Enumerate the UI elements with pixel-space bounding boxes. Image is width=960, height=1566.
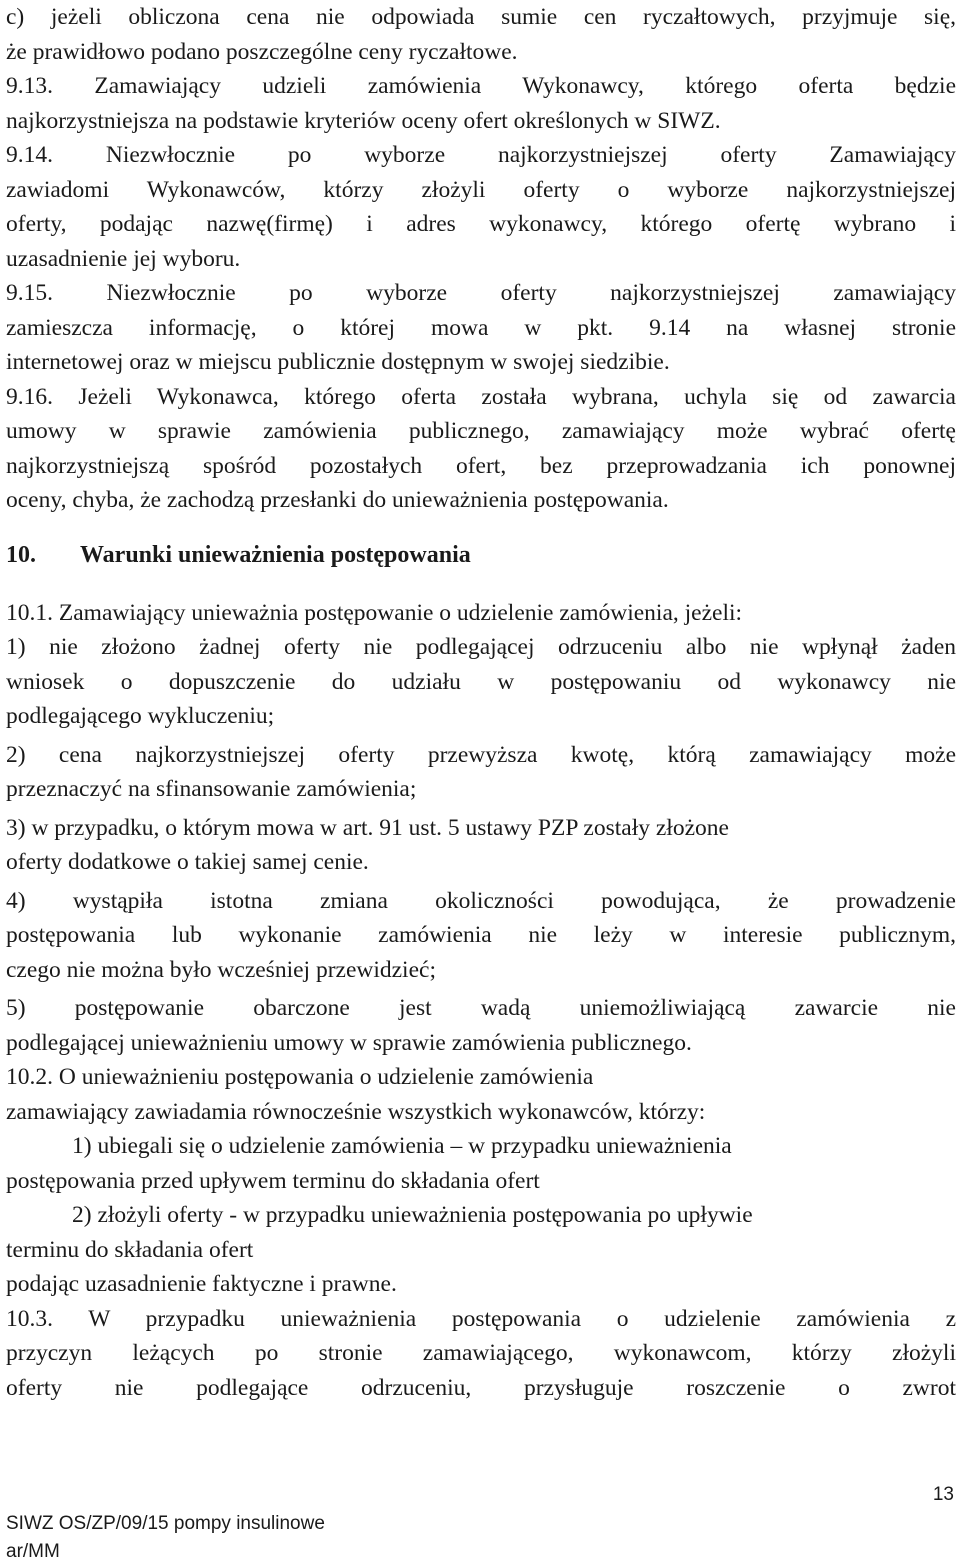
- list-item-2-line: 2) cena najkorzystniejszej oferty przewyższa kwotę, którą zamawiający może: [6, 741, 956, 768]
- clause-10-3-line: przyczyn leżących po stronie zamawiającego, wykonawcom, którzy złożyli: [6, 1340, 956, 1366]
- list-item-4-line: 4) wystąpiła istotna zmiana okoliczności powodująca, że prowadzenie: [6, 887, 956, 914]
- section-heading: [6, 538, 956, 572]
- clause-10-1: 10.1. Zamawiający unieważnia postępowanie o udzielenie zamówienia, jeżeli:: [6, 599, 743, 626]
- clause-9-14-line: oferty, podając nazwę(firmę) i adres wykonawcy, którego ofertę wybrano i: [6, 211, 956, 237]
- list-item-1-line: podlegającego wykluczeniu;: [6, 703, 275, 729]
- page-footer: [6, 1510, 325, 1566]
- list-item-4-line: czego nie można było wcześniej przewidzieć;: [6, 956, 436, 983]
- list-item-5-line: 5) postępowanie obarczone jest wadą uniemożliwiającą zawarcie nie: [6, 995, 956, 1021]
- clause-10-2-line: 10.2. O unieważnieniu postępowania o udzielenie zamówienia: [6, 1064, 594, 1090]
- clause-9-13-line: najkorzystniejsza na podstawie kryteriów oceny ofert określonych w SIWZ.: [6, 107, 721, 134]
- clause-9-14-line: zawiadomi Wykonawców, którzy złożyli oferty o wyborze najkorzystniejszej: [6, 176, 956, 203]
- list-item-3-line: oferty dodatkowe o takiej samej cenie.: [6, 849, 369, 875]
- page-number: 13: [932, 1484, 954, 1505]
- list-item-5-line: podlegającej unieważnieniu umowy w sprawie zamówienia publicznego.: [6, 1029, 692, 1056]
- footer-initials: ar/MM: [6, 1541, 60, 1562]
- list-item-4-line: postępowania lub wykonanie zamówienia nie leży w interesie publicznym,: [6, 922, 956, 948]
- clause-10-2-subitem-2: terminu do składania ofert: [6, 1236, 254, 1263]
- clause-10-2-end: podając uzasadnienie faktyczne i prawne.: [6, 1271, 397, 1297]
- section-number: 10.: [6, 541, 36, 568]
- clause-10-2-subitem-1: 1) ubiegali się o udzielenie zamówienia – w przypadku unieważnienia: [72, 1133, 732, 1159]
- footer-reference: SIWZ OS/ZP/09/15 pompy insulinowe: [6, 1513, 325, 1534]
- list-item-3-line: 3) w przypadku, o którym mowa w art. 91 ust. 5 ustawy PZP zostały złożone: [6, 814, 729, 841]
- clause-9-15-line: zamieszcza informację, o której mowa w pkt. 9.14 na własnej stronie: [6, 314, 956, 341]
- clause-9-13-line: 9.13. Zamawiający udzieli zamówienia Wykonawcy, którego oferta będzie: [6, 73, 956, 99]
- list-item-2-line: przeznaczyć na sfinansowanie zamówienia;: [6, 776, 417, 802]
- clause-9-16-line: najkorzystniejszą spośród pozostałych ofert, bez przeprowadzania ich ponownej: [6, 452, 956, 479]
- clause-9-14-line: uzasadnienie jej wyboru.: [6, 245, 241, 272]
- list-item-1-line: wniosek o dopuszczenie do udziału w postępowaniu od wykonawcy nie: [6, 668, 956, 695]
- clause-10-2-subitem-1: postępowania przed upływem terminu do składania ofert: [6, 1167, 540, 1194]
- section-title: Warunki unieważnienia postępowania: [80, 541, 471, 568]
- clause-9-15-line: internetowej oraz w miejscu publicznie dostępnym w swojej siedzibie.: [6, 349, 670, 375]
- document-page: [6, 0, 956, 1405]
- clause-9-14-line: 9.14. Niezwłocznie po wyborze najkorzystniejszej oferty Zamawiający: [6, 142, 956, 168]
- clause-10-3-line: 10.3. W przypadku unieważnienia postępowania o udzielenie zamówienia z: [6, 1305, 956, 1332]
- clause-9-15-line: 9.15. Niezwłocznie po wyborze oferty najkorzystniejszej zamawiający: [6, 280, 956, 306]
- clause-10-2-subitem-2: 2) złożyli oferty - w przypadku unieważnienia postępowania po upływie: [72, 1202, 753, 1228]
- clause-10-2-line: zamawiający zawiadamia równocześnie wszystkich wykonawców, którzy:: [6, 1098, 706, 1125]
- clause-9-16-line: 9.16. Jeżeli Wykonawca, którego oferta została wybrana, uchyla się od zawarcia: [6, 383, 956, 410]
- clause-c-line: c) jeżeli obliczona cena nie odpowiada sumie cen ryczałtowych, przyjmuje się,: [6, 4, 956, 30]
- clause-c-line: że prawidłowo podano poszczególne ceny ryczałtowe.: [6, 38, 518, 65]
- clause-9-16-line: umowy w sprawie zamówienia publicznego, zamawiający może wybrać ofertę: [6, 418, 956, 444]
- clause-10-3-line: oferty nie podlegające odrzuceniu, przysługuje roszczenie o zwrot: [6, 1374, 956, 1401]
- list-item-1-line: 1) nie złożono żadnej oferty nie podlegającej odrzuceniu albo nie wpłynął żaden: [6, 634, 956, 660]
- clause-9-16-line: oceny, chyba, że zachodzą przesłanki do unieważnienia postępowania.: [6, 487, 669, 513]
